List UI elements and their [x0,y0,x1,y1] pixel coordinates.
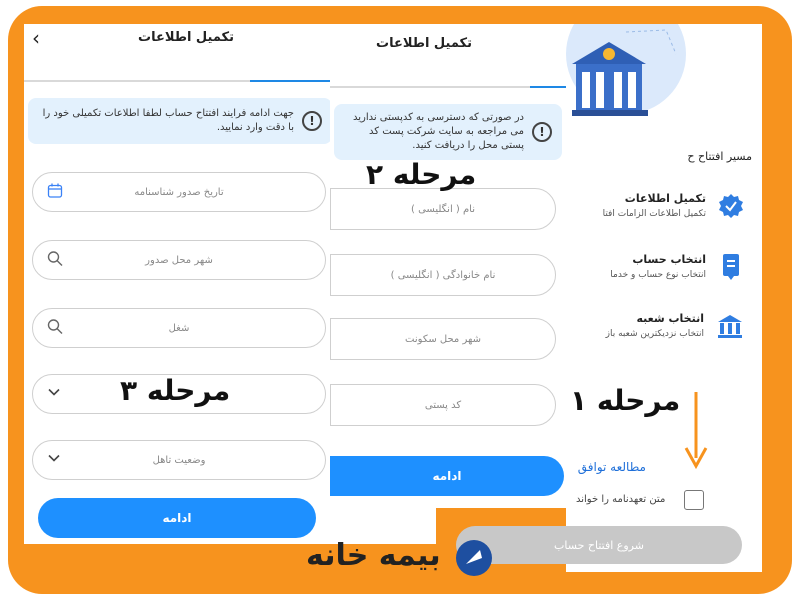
screen-account-path [566,24,762,572]
field-placeholder: شهر محل صدور [145,254,213,266]
info-icon: ! [532,122,552,142]
logo-mark-icon [454,538,494,578]
page-title: تکمیل اطلاعات [138,30,234,45]
step-desc: انتخاب نوع حساب و خدما [610,269,706,280]
info-box [334,104,562,160]
step-desc: تکمیل اطلاعات الزامات افتا [602,209,706,219]
logo-text: بیمه خانه [306,538,441,573]
first-name-field[interactable]: نام ( انگلیسی ) [330,188,556,230]
search-icon [47,319,63,338]
step-label-2: مرحله ۲ [366,158,477,191]
screen-complete-info-2 [330,24,566,508]
marital-status-field[interactable] [32,440,326,480]
info-icon: ! [302,111,322,131]
step-desc: انتخاب نزدیکترین شعبه باز [605,329,704,339]
chevron-down-icon [47,388,61,401]
issue-city-field[interactable] [32,240,326,280]
step-select-branch[interactable] [566,312,744,339]
info-text: در صورتی که دسترسی به کدپستی ندارید می مراجعه به سایت شرکت پست کد پستی محل را دریافت کنید. [352,112,524,151]
back-chevron-icon[interactable]: ‹ [32,26,40,50]
agreement-checkbox[interactable] [684,490,704,510]
step-title: انتخاب شعبه [636,312,704,325]
logo [306,536,496,580]
last-name-field[interactable]: نام خانوادگی ( انگلیسی ) [330,254,556,296]
arrow-down-icon [680,392,712,472]
info-box [28,98,330,144]
field-placeholder: وضعیت تاهل [152,454,206,466]
continue-button[interactable]: ادامه [330,456,564,496]
continue-button[interactable]: ادامه [38,498,316,538]
chevron-down-icon [47,454,61,467]
bank-icon [716,313,744,339]
start-opening-button[interactable]: شروع افتتاح حساب [456,526,742,564]
birth-cert-date-field[interactable] [32,172,326,212]
section-title: مسیر افتتاح ح [687,150,752,163]
step-select-account[interactable] [566,252,744,280]
bank-illustration [566,24,762,118]
screen-complete-info-3 [24,24,330,544]
tab-indicator [24,80,330,82]
step-complete-info[interactable] [566,192,744,219]
step-label-3: مرحله ۳ [120,374,231,407]
occupation-field[interactable] [32,308,326,348]
agreement-link[interactable]: مطالعه توافق [577,460,646,474]
step-title: انتخاب حساب [632,252,706,266]
field-placeholder: شغل [168,322,190,334]
step-label-1: مرحله ۱ [570,384,681,417]
verified-badge-icon [718,193,744,219]
tab-indicator [330,86,566,88]
page-title: تکمیل اطلاعات [376,36,472,51]
checkbox-label: متن تعهدنامه را خواند [576,494,666,505]
step-title: تکمیل اطلاعات [624,192,706,205]
calendar-icon [47,183,63,202]
postal-code-field[interactable]: کد پستی [330,384,556,426]
search-icon [47,251,63,270]
field-placeholder: تاریخ صدور شناسنامه [134,186,224,198]
info-text: جهت ادامه فرایند افتتاح حساب لطفا اطلاعات تکمیلی خود را با دقت وارد نمایید. [42,108,294,133]
document-icon [718,252,744,280]
residence-city-field[interactable]: شهر محل سکونت [330,318,556,360]
